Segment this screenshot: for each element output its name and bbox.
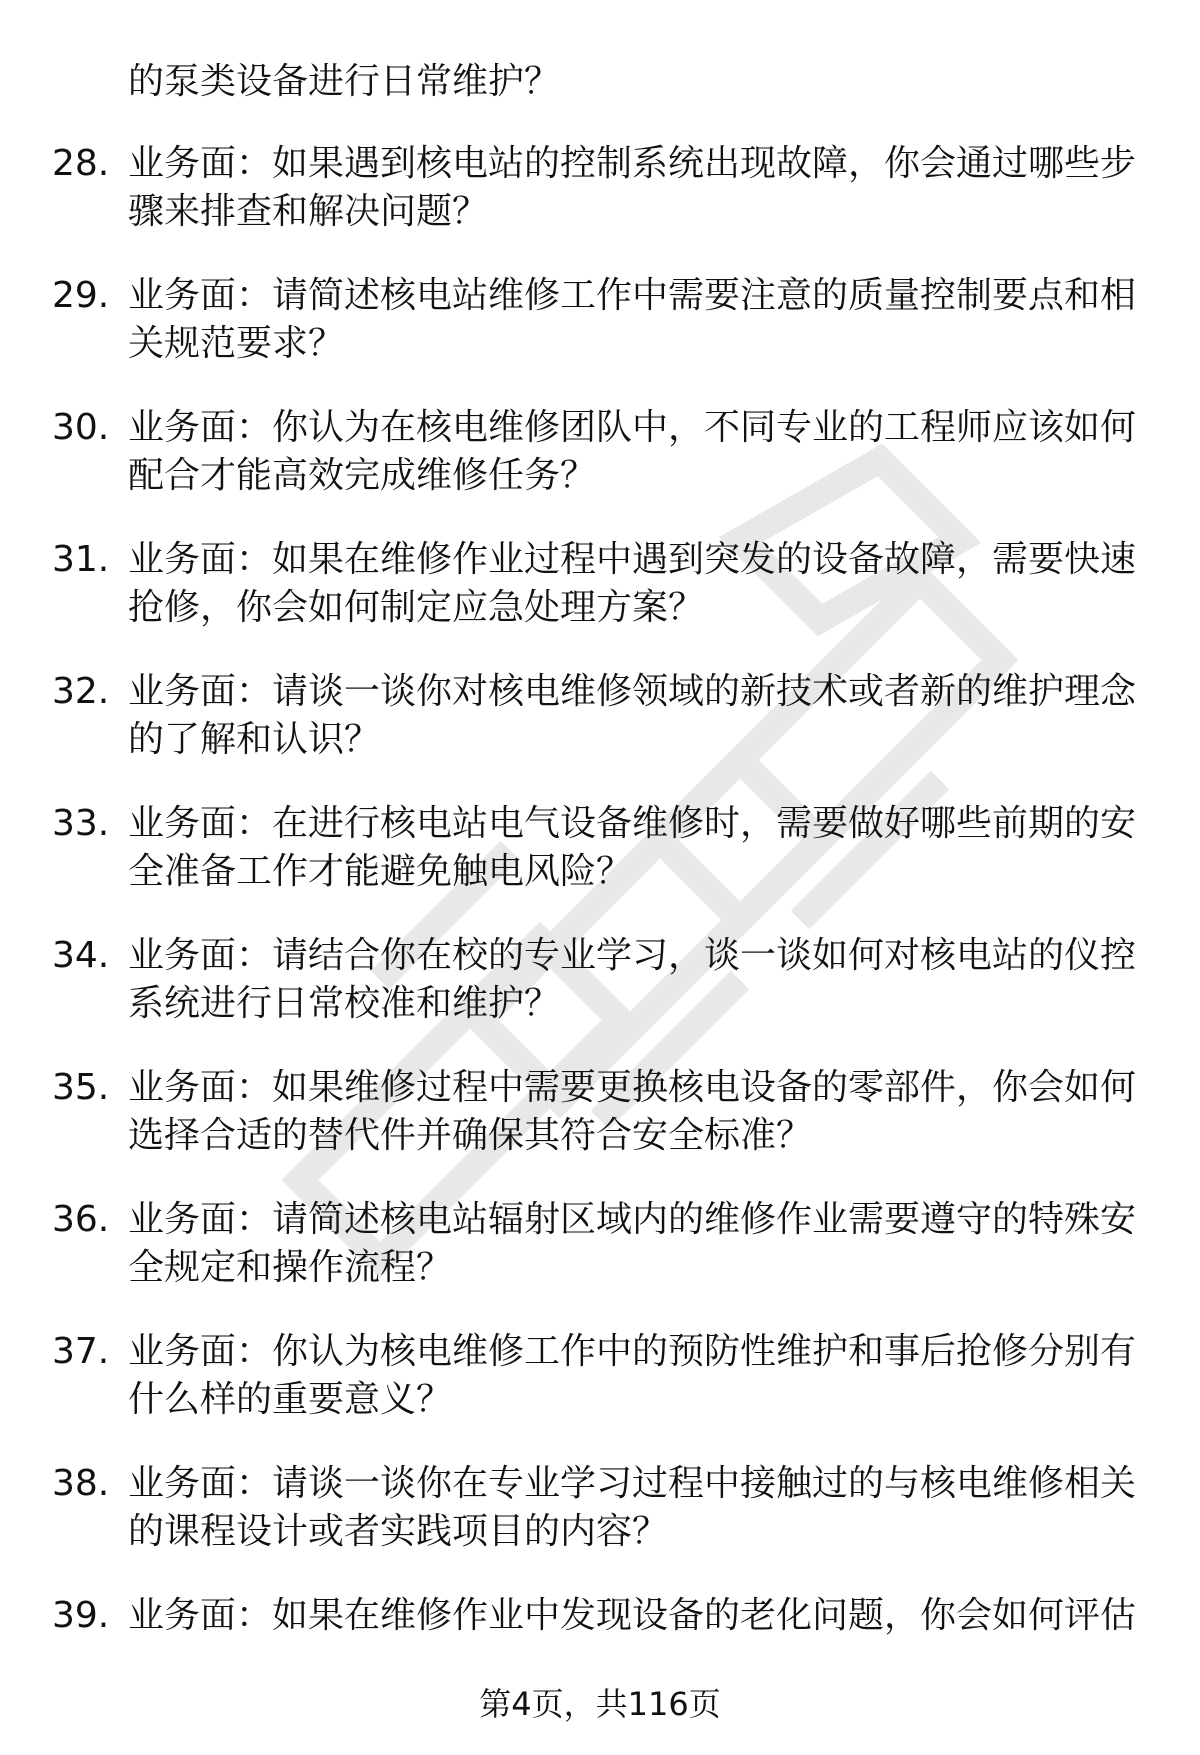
question-line: 关规范要求？ — [128, 323, 345, 364]
question-number: 37. — [52, 1331, 110, 1372]
list-item — [0, 1064, 1200, 1196]
question-line: 业务面：如果在维修作业中发现设备的老化问题，你会如何评估 — [128, 1595, 1137, 1636]
question-line: 全规定和操作流程？ — [128, 1247, 453, 1288]
question-line: 全准备工作才能避免触电风险？ — [128, 851, 633, 892]
continuation-text: 的泵类设备进行日常维护？ — [128, 61, 561, 102]
question-number: 36. — [52, 1199, 110, 1240]
question-line: 业务面：你认为核电维修工作中的预防性维护和事后抢修分别有 — [128, 1331, 1137, 1372]
question-text — [128, 1064, 1138, 1160]
question-number: 33. — [52, 803, 110, 844]
question-text — [128, 1592, 1138, 1640]
question-line: 什么样的重要意义？ — [128, 1379, 453, 1420]
question-line: 抢修，你会如何制定应急处理方案？ — [128, 587, 705, 628]
question-text — [128, 668, 1138, 764]
list-item — [0, 1328, 1200, 1460]
question-number: 38. — [52, 1463, 110, 1504]
question-line: 业务面：请谈一谈你在专业学习过程中接触过的与核电维修相关 — [128, 1463, 1137, 1504]
question-text — [128, 272, 1138, 368]
question-line: 业务面：如果遇到核电站的控制系统出现故障，你会通过哪些步 — [128, 143, 1137, 184]
question-number: 28. — [52, 143, 110, 184]
question-line: 业务面：请简述核电站辐射区域内的维修作业需要遵守的特殊安 — [128, 1199, 1137, 1240]
question-line: 配合才能高效完成维修任务？ — [128, 455, 597, 496]
question-text — [128, 140, 1138, 236]
question-line: 业务面：请简述核电站维修工作中需要注意的质量控制要点和相 — [128, 275, 1137, 316]
question-line: 骤来排查和解决问题？ — [128, 191, 489, 232]
question-line: 的了解和认识？ — [128, 719, 381, 760]
question-line: 选择合适的替代件并确保其符合安全标准？ — [128, 1115, 813, 1156]
list-item — [0, 800, 1200, 932]
question-number: 32. — [52, 671, 110, 712]
question-text — [128, 536, 1138, 632]
list-item — [0, 932, 1200, 1064]
list-item — [0, 668, 1200, 800]
question-text — [128, 1460, 1138, 1556]
question-list — [0, 140, 1200, 1724]
list-item — [0, 1196, 1200, 1328]
question-number: 34. — [52, 935, 110, 976]
question-line: 业务面：如果在维修作业过程中遇到突发的设备故障，需要快速 — [128, 539, 1137, 580]
page-footer: 第4页，共116页 — [479, 1685, 721, 1723]
question-number: 30. — [52, 407, 110, 448]
question-text — [128, 1328, 1138, 1424]
list-item — [0, 1460, 1200, 1592]
question-line: 业务面：你认为在核电维修团队中，不同专业的工程师应该如何 — [128, 407, 1137, 448]
question-text — [128, 800, 1138, 896]
question-line: 业务面：在进行核电站电气设备维修时，需要做好哪些前期的安 — [128, 803, 1137, 844]
list-item — [0, 404, 1200, 536]
list-item — [0, 272, 1200, 404]
question-line: 业务面：如果维修过程中需要更换核电设备的零部件，你会如何 — [128, 1067, 1137, 1108]
question-text — [128, 932, 1138, 1028]
question-line: 业务面：请谈一谈你对核电维修领域的新技术或者新的维护理念 — [128, 671, 1137, 712]
question-number: 35. — [52, 1067, 110, 1108]
question-number: 31. — [52, 539, 110, 580]
question-line: 业务面：请结合你在校的专业学习，谈一谈如何对核电站的仪控 — [128, 935, 1137, 976]
question-number: 39. — [52, 1595, 110, 1636]
question-text — [128, 404, 1138, 500]
question-line: 系统进行日常校准和维护？ — [128, 983, 561, 1024]
list-item — [0, 140, 1200, 272]
list-item — [0, 536, 1200, 668]
question-text — [128, 1196, 1138, 1292]
question-line: 的课程设计或者实践项目的内容？ — [128, 1511, 669, 1552]
question-number: 29. — [52, 275, 110, 316]
